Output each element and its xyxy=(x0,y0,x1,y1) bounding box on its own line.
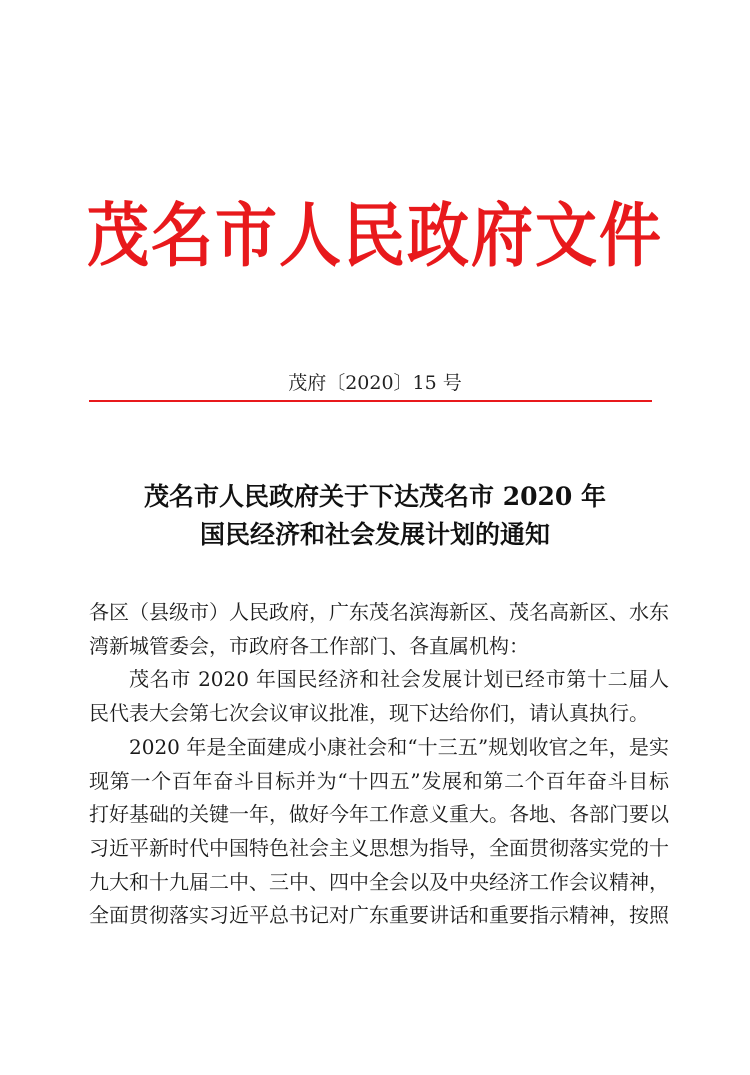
document-body xyxy=(89,596,669,933)
red-separator-line xyxy=(89,400,652,402)
body-paragraph-1: 茂名市 2020 年国民经济和社会发展计划已经市第十二届人民代表大会第七次会议审议批准，现下达给你们，请认真执行。 xyxy=(89,667,669,726)
document-number: 茂府〔2020〕15 号 xyxy=(288,372,462,394)
issuer-header: 茂名市人民政府文件 xyxy=(86,194,663,277)
body-paragraph-2: 2020 年是全面建成小康社会和“十三五”规划收官之年，是实现第一个百年奋斗目标并为“十四五”发展和第二个百年奋斗目标打好基础的关键一年，做好今年工作意义重大。各地、各部门要以习近平新时代中国特色社会主义思想为指导，全面贯彻落实党的十九大和十九届二中、三中、四中全会以及中央经济工作会议精神，全面贯彻落实习近平总书记对广东重要讲话和重要指示精神，按照 xyxy=(89,734,669,928)
title-line-2: 国民经济和社会发展计划的通知 xyxy=(199,520,550,549)
title-line-1: 茂名市人民政府关于下达茂名市 2020 年 xyxy=(144,482,606,511)
document-title xyxy=(0,478,750,554)
addressee-paragraph: 各区（县级市）人民政府，广东茂名滨海新区、茂名高新区、水东湾新城管委会，市政府各工作部门、各直属机构： xyxy=(89,600,669,658)
